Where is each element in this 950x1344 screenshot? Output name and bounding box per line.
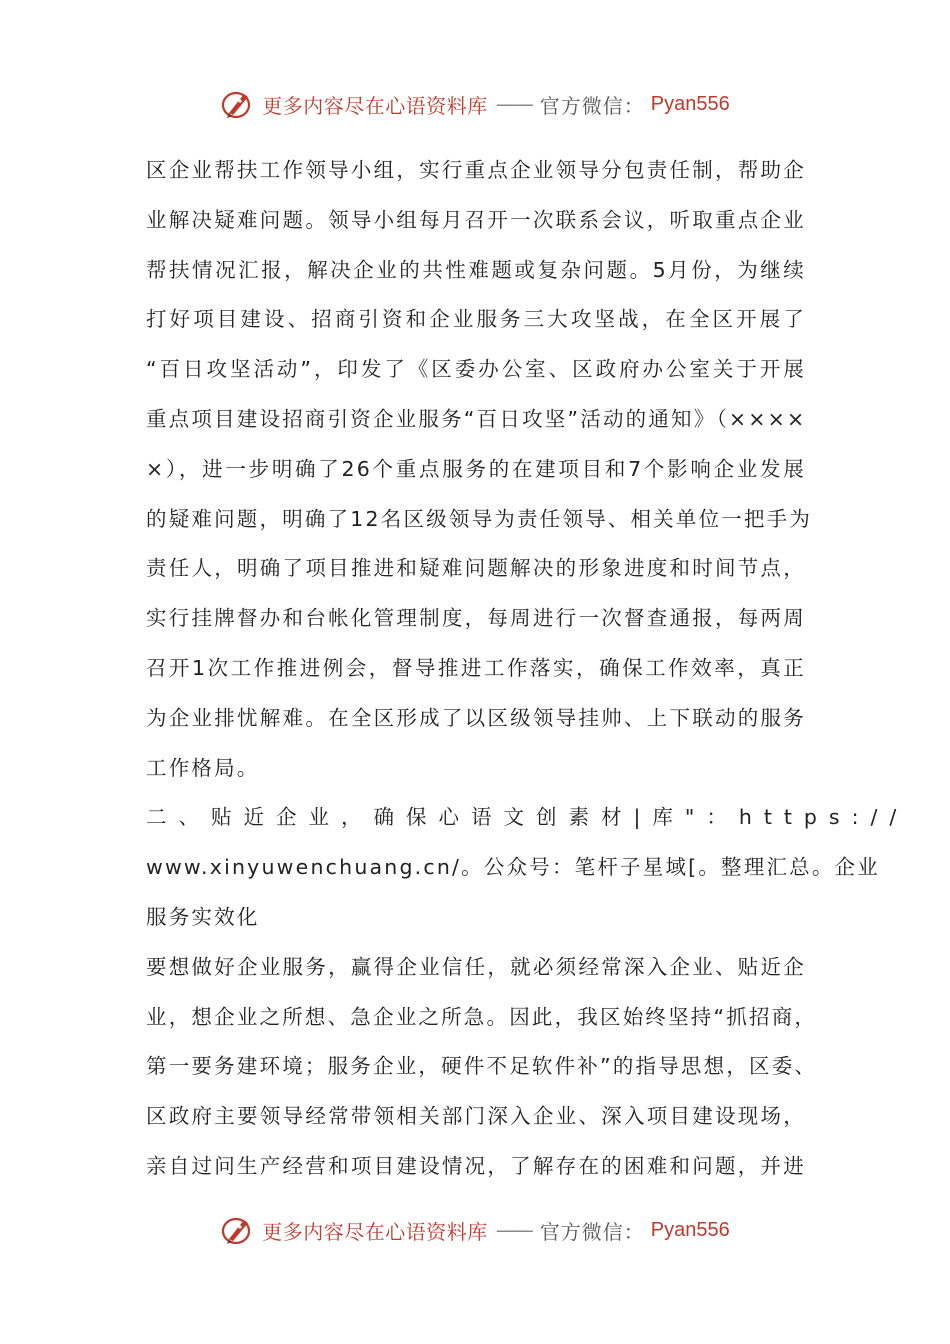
watermark-official-label: 官方微信： xyxy=(539,93,645,118)
text-line: 区政府主要领导经常带领相关部门深入企业、深入项目建设现场， xyxy=(146,1104,806,1129)
text-line: 责任人，明确了项目推进和疑难问题解决的形象进度和时间节点， xyxy=(146,556,806,581)
watermark-dash: —— xyxy=(495,92,532,116)
footer-watermark xyxy=(0,1208,950,1252)
text-line: 亲自过问生产经营和项目建设情况，了解存在的困难和问题，并进 xyxy=(146,1153,806,1178)
text-line: 帮扶情况汇报，解决企业的共性难题或复杂问题。5月份，为继续 xyxy=(146,257,806,282)
text-line: 业，想企业之所想、急企业之所急。因此，我区始终坚持“抓招商， xyxy=(146,1004,818,1029)
document-body xyxy=(146,146,909,1192)
watermark-official-label: 官方微信： xyxy=(539,1219,645,1244)
text-line: “百日攻坚活动”，印发了《区委办公室、区政府办公室关于开展 xyxy=(146,357,806,382)
watermark-dash: —— xyxy=(495,1218,532,1242)
text-line: 召开1次工作推进例会，督导推进工作落实，确保工作效率，真正 xyxy=(146,655,806,680)
heading-line: 二、贴近企业，确保心语文创素材|库"：https:// xyxy=(146,805,909,830)
paragraph-1 xyxy=(146,146,813,793)
text-line: ×），进一步明确了26个重点服务的在建项目和7个影响企业发展 xyxy=(146,456,806,481)
text-line: 重点项目建设招商引资企业服务“百日攻坚”活动的通知》（×××× xyxy=(146,406,807,431)
header-watermark xyxy=(0,82,950,126)
watermark-site-name: 更多内容尽在心语资料库 xyxy=(262,1219,488,1244)
text-line: 工作格局。 xyxy=(146,755,260,780)
watermark-wechat-id: Pyan556 xyxy=(650,1218,730,1241)
heading-line: www.xinyuwenchuang.cn/。公众号：笔杆子星域[。整理汇总。企业 xyxy=(146,855,880,880)
text-line: 的疑难问题，明确了12名区级领导为责任领导、相关单位一把手为 xyxy=(146,506,813,531)
paragraph-2 xyxy=(146,943,818,1192)
text-line: 为企业排忧解难。在全区形成了以区级领导挂帅、上下联动的服务 xyxy=(146,705,806,730)
text-line: 第一要务建环境；服务企业，硬件不足软件补”的指导思想，区委、 xyxy=(146,1054,818,1079)
pen-nib-circle-icon xyxy=(220,86,256,122)
pen-nib-circle-icon xyxy=(220,1212,256,1248)
text-line: 区企业帮扶工作领导小组，实行重点企业领导分包责任制，帮助企 xyxy=(146,158,806,182)
section-heading xyxy=(146,793,909,942)
text-line: 要想做好企业服务，赢得企业信任，就必须经常深入企业、贴近企 xyxy=(146,954,806,979)
watermark-wechat-id: Pyan556 xyxy=(650,92,730,115)
text-line: 打好项目建设、招商引资和企业服务三大攻坚战，在全区开展了 xyxy=(146,307,806,332)
text-line: 业解决疑难问题。领导小组每月召开一次联系会议，听取重点企业 xyxy=(146,207,806,232)
heading-line: 服务实效化 xyxy=(146,904,260,929)
text-line: 实行挂牌督办和台帐化管理制度，每周进行一次督查通报，每两周 xyxy=(146,606,806,631)
watermark-site-name: 更多内容尽在心语资料库 xyxy=(262,93,488,118)
